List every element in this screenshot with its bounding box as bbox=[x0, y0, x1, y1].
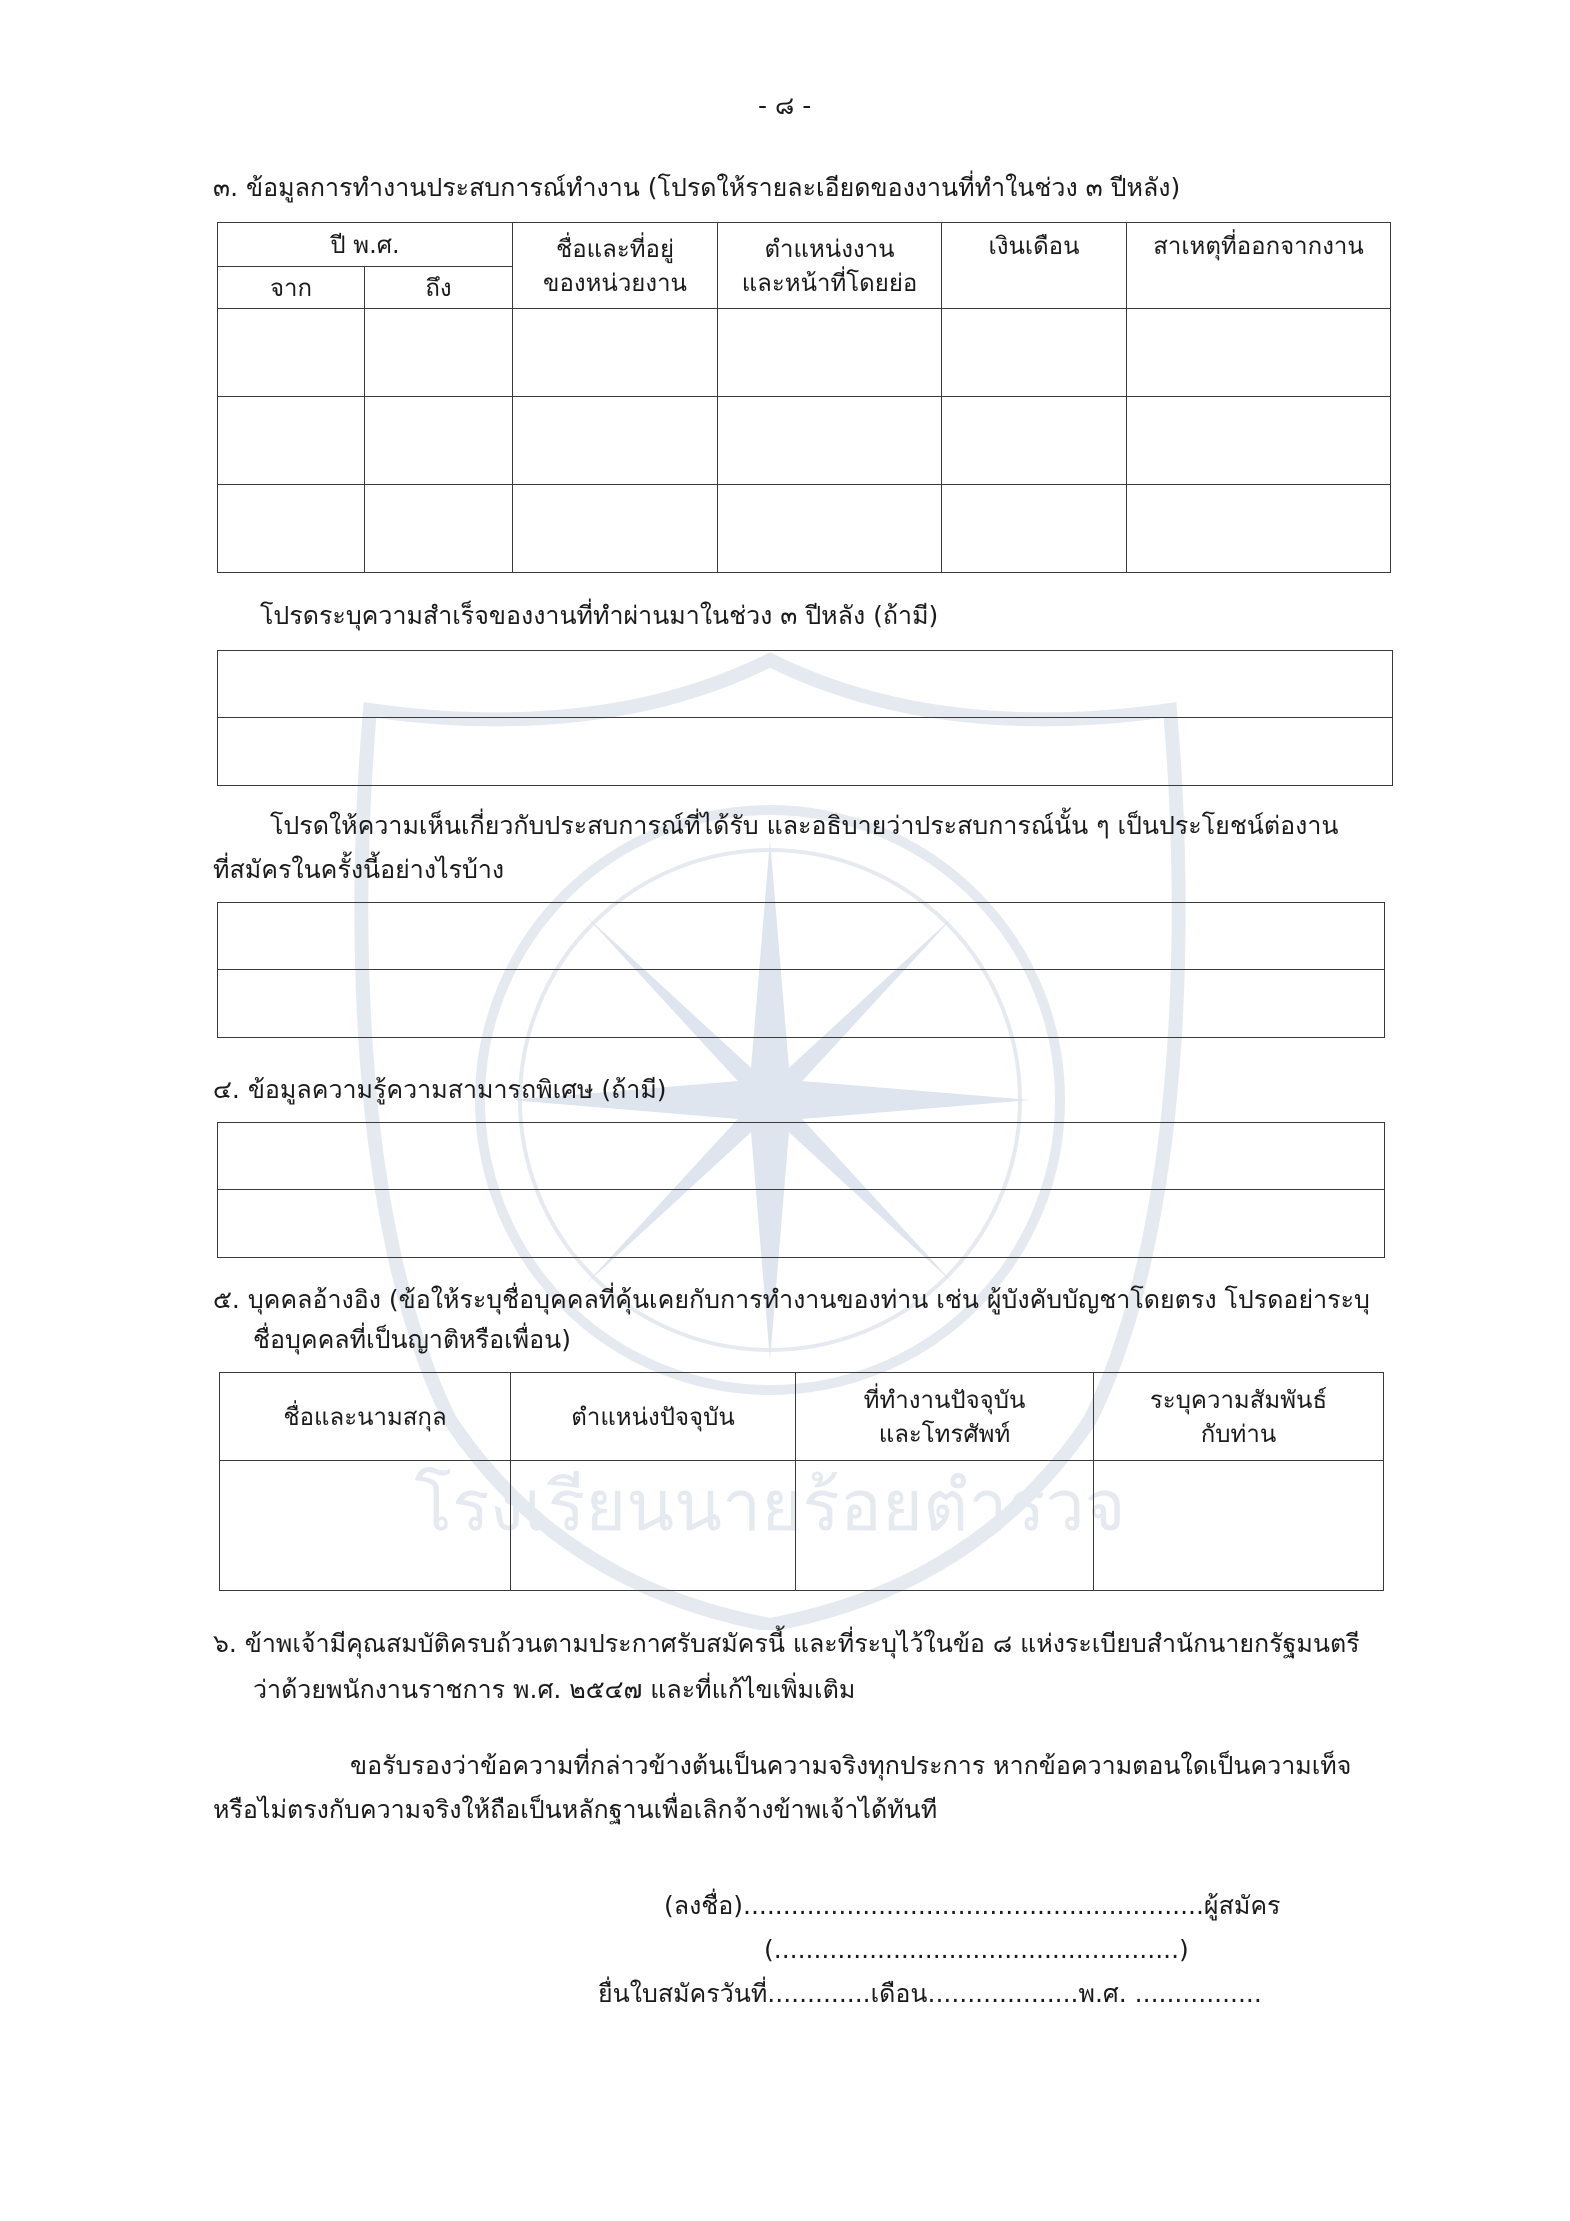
header-ref-workplace-line2: และโทรศัพท์ bbox=[878, 1419, 1011, 1448]
divider bbox=[218, 969, 1384, 970]
header-org-line1: ชื่อและที่อยู่ bbox=[555, 234, 675, 263]
cell-org[interactable] bbox=[513, 397, 718, 485]
header-reason: สาเหตุที่ออกจากงาน bbox=[1127, 223, 1391, 309]
table-row bbox=[218, 309, 1391, 397]
cell-to[interactable] bbox=[365, 397, 513, 485]
cell-reason[interactable] bbox=[1127, 309, 1391, 397]
cell-to[interactable] bbox=[365, 309, 513, 397]
cell-from[interactable] bbox=[218, 485, 365, 573]
achievement-box[interactable] bbox=[217, 650, 1393, 786]
section6-line2: ว่าด้วยพนักงานราชการ พ.ศ. ๒๕๔๗ และที่แก้ไขเพิ่มเติม bbox=[253, 1675, 856, 1704]
applicant-name-line[interactable]: (...................................................) bbox=[764, 1935, 1189, 1964]
header-from: จาก bbox=[218, 267, 365, 309]
header-position-line1: ตำแหน่งงาน bbox=[764, 234, 895, 263]
header-org bbox=[513, 223, 718, 309]
cell-salary[interactable] bbox=[942, 397, 1127, 485]
signature-line[interactable]: (ลงชื่อ)..........................................................ผู้สมัคร bbox=[664, 1891, 1281, 1920]
section5-heading-line1: ๕. บุคคลอ้างอิง (ข้อให้ระบุชื่อบุคคลที่คุ้นเคยกับการทำงานของท่าน เช่น ผู้บังคับบัญชาโดยตรง โปรดอย่าระบุ bbox=[213, 1285, 1370, 1314]
header-ref-name: ชื่อและนามสกุล bbox=[220, 1373, 511, 1461]
opinion-prompt-line1: โปรดให้ความเห็นเกี่ยวกับประสบการณ์ที่ได้รับ และอธิบายว่าประสบการณ์นั้น ๆ เป็นประโยชน์ต่องาน bbox=[270, 811, 1339, 840]
cell-position[interactable] bbox=[718, 485, 942, 573]
cell-reason[interactable] bbox=[1127, 397, 1391, 485]
table-row bbox=[220, 1461, 1384, 1591]
divider bbox=[218, 1189, 1384, 1190]
cell-salary[interactable] bbox=[942, 485, 1127, 573]
reference-table bbox=[219, 1372, 1384, 1591]
cell-ref-relation[interactable] bbox=[1094, 1461, 1384, 1591]
header-to: ถึง bbox=[365, 267, 513, 309]
cell-from[interactable] bbox=[218, 397, 365, 485]
header-ref-relation bbox=[1094, 1373, 1384, 1461]
achievement-prompt: โปรดระบุความสำเร็จของงานที่ทำผ่านมาในช่วง ๓ ปีหลัง (ถ้ามี) bbox=[260, 601, 939, 630]
cell-org[interactable] bbox=[513, 485, 718, 573]
opinion-prompt-line2: ที่สมัครในครั้งนี้อย่างไรบ้าง bbox=[213, 855, 505, 884]
cell-ref-name[interactable] bbox=[220, 1461, 511, 1591]
cell-position[interactable] bbox=[718, 397, 942, 485]
cell-position[interactable] bbox=[718, 309, 942, 397]
section6-line1: ๖. ข้าพเจ้ามีคุณสมบัติครบถ้วนตามประกาศรับสมัครนี้ และที่ระบุไว้ในข้อ ๘ แห่งระเบียบสำนักนายกรัฐมนตรี bbox=[213, 1629, 1360, 1658]
section4-heading: ๔. ข้อมูลความรู้ความสามารถพิเศษ (ถ้ามี) bbox=[213, 1075, 667, 1104]
cell-to[interactable] bbox=[365, 485, 513, 573]
certification-line2: หรือไม่ตรงกับความจริงให้ถือเป็นหลักฐานเพื่อเลิกจ้างข้าพเจ้าได้ทันที bbox=[213, 1795, 938, 1824]
header-ref-position: ตำแหน่งปัจจุบัน bbox=[511, 1373, 796, 1461]
opinion-box[interactable] bbox=[217, 902, 1385, 1038]
header-position bbox=[718, 223, 942, 309]
work-experience-table bbox=[217, 222, 1391, 573]
page-number: - ๘ - bbox=[758, 91, 812, 120]
header-ref-workplace-line1: ที่ทำงานปัจจุบัน bbox=[863, 1385, 1026, 1414]
header-org-line2: ของหน่วยงาน bbox=[543, 268, 687, 297]
special-skills-box[interactable] bbox=[217, 1122, 1385, 1258]
section5-heading-line2: ชื่อบุคคลที่เป็นญาติหรือเพื่อน) bbox=[253, 1325, 571, 1354]
cell-salary[interactable] bbox=[942, 309, 1127, 397]
cell-from[interactable] bbox=[218, 309, 365, 397]
cell-ref-workplace[interactable] bbox=[796, 1461, 1094, 1591]
cell-org[interactable] bbox=[513, 309, 718, 397]
header-year: ปี พ.ศ. bbox=[218, 223, 513, 267]
section3-heading: ๓. ข้อมูลการทำงานประสบการณ์ทำงาน (โปรดให้รายละเอียดของงานที่ทำในช่วง ๓ ปีหลัง) bbox=[213, 173, 1181, 202]
table-row bbox=[218, 485, 1391, 573]
header-position-line2: และหน้าที่โดยย่อ bbox=[741, 268, 918, 297]
table-row bbox=[218, 397, 1391, 485]
watermark-text: โรงเรียนนายร้อยตำรวจ bbox=[414, 1465, 1126, 1547]
submission-date-line[interactable]: ยื่นใบสมัครวันที่.............เดือน...................พ.ศ. ................ bbox=[598, 1979, 1262, 2008]
header-ref-workplace bbox=[796, 1373, 1094, 1461]
header-ref-relation-line2: กับท่าน bbox=[1200, 1419, 1277, 1448]
header-salary: เงินเดือน bbox=[942, 223, 1127, 309]
divider bbox=[218, 717, 1392, 718]
header-ref-relation-line1: ระบุความสัมพันธ์ bbox=[1149, 1385, 1328, 1414]
certification-line1: ขอรับรองว่าข้อความที่กล่าวข้างต้นเป็นความจริงทุกประการ หากข้อความตอนใดเป็นความเท็จ bbox=[350, 1751, 1352, 1780]
cell-ref-position[interactable] bbox=[511, 1461, 796, 1591]
cell-reason[interactable] bbox=[1127, 485, 1391, 573]
